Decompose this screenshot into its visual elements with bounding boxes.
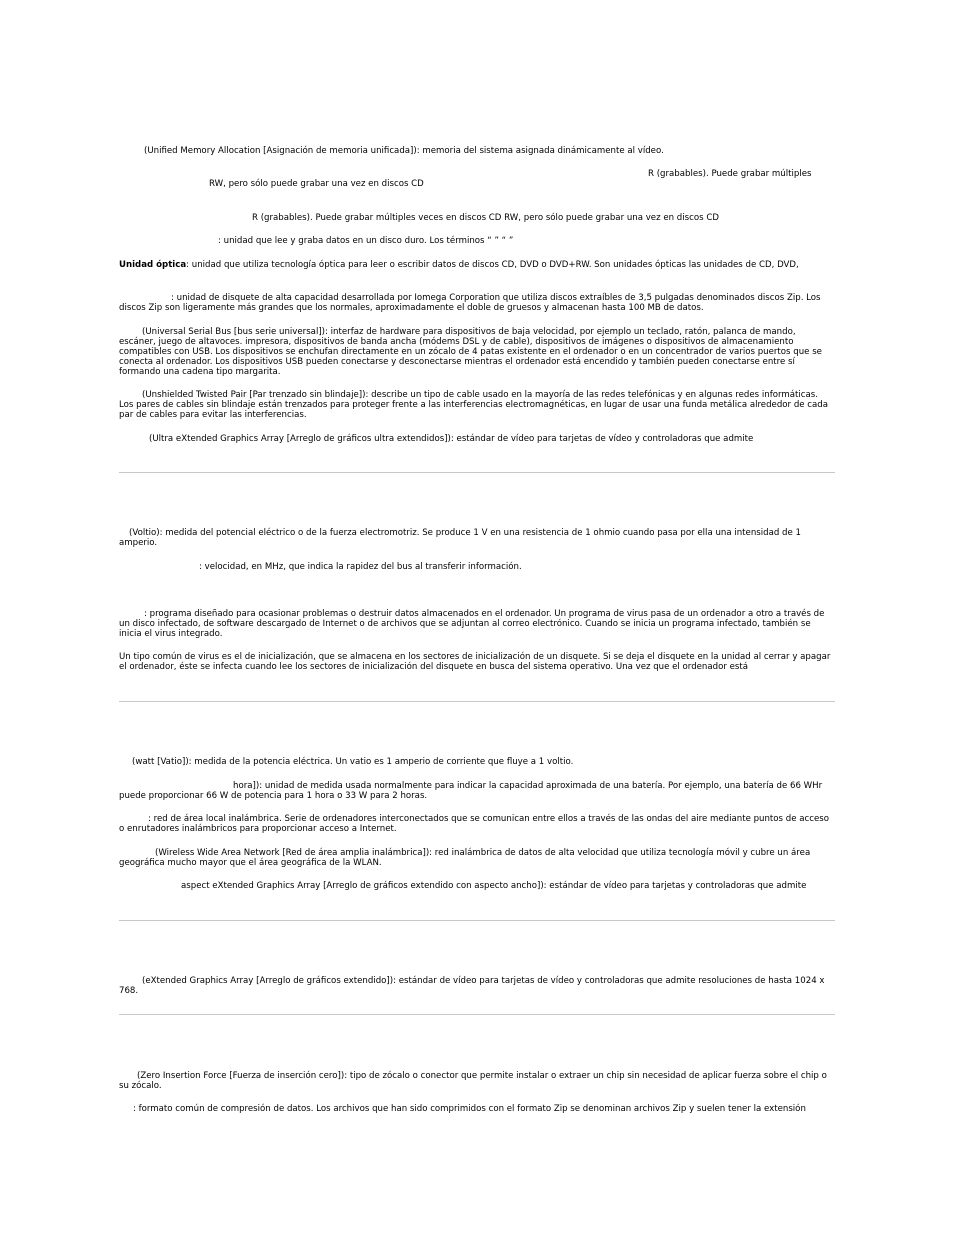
section-divider	[119, 701, 835, 702]
entry-xga: (eXtended Graphics Array [Arreglo de gráficos extendido]): estándar de vídeo para tarjetas de vídeo y controladoras que admite resoluciones de hasta 1024 x 768.	[119, 976, 825, 996]
entry-watt: (watt [Vatio]): medida de la potencia eléctrica. Un vatio es 1 amperio de corriente que fluye a 1 voltio.	[132, 757, 574, 767]
entry-boot-virus: Un tipo común de virus es el de inicialización, que se almacena en los sectores de inicialización de un disquete. Si se deja el disquete en la unidad al cerrar y apagar el ordenador, éste se infecta cuando lee los sectores de inicialización del disquete en busca del sistema operativo. Una vez que el ordenador está	[119, 652, 831, 672]
entry-cd-r-part2: RW, pero sólo puede grabar una vez en discos CD	[209, 179, 424, 189]
entry-bus-speed: : velocidad, en MHz, que indica la rapidez del bus al transferir información.	[199, 562, 522, 572]
term-optical-drive: Unidad óptica	[119, 260, 187, 270]
entry-wlan: : red de área local inalámbrica. Serie de ordenadores interconectados que se comunican entre ellos a través de las ondas del aire mediante puntos de acceso o enrutadores inalámbricos para proporcionar acceso a Internet.	[119, 814, 829, 834]
entry-usb: (Universal Serial Bus [bus serie universal]): interfaz de hardware para dispositivos de baja velocidad, por ejemplo un teclado, ratón, palanca de mando, escáner, juego de altavoces. impresora, dispositivos de banda ancha (módems DSL y de cable), dispositivos de imágenes o dispositivos de almacenamiento compatibles con USB. Los dispositivos se enchufan directamente en un zócalo de 4 patas existente en el ordenador o en un concentrador de varios puertos que se conecta al ordenador. Los dispositivos USB pueden conectarse y desconectarse mientras el ordenador está encendido y también pueden conectarse entre sí formando una cadena tipo margarita.	[119, 327, 822, 377]
entry-zip: : formato común de compresión de datos. Los archivos que han sido comprimidos con el formato Zip se denominan archivos Zip y suelen tener la extensión	[133, 1104, 806, 1114]
entry-dvd-r: R (grabables). Puede grabar múltiples veces en discos CD RW, pero sólo puede grabar una vez en discos CD	[252, 213, 719, 223]
section-divider	[119, 472, 835, 473]
entry-zif: (Zero Insertion Force [Fuerza de inserción cero]): tipo de zócalo o conector que permite instalar o extraer un chip sin necesidad de aplicar fuerza sobre el chip o su zócalo.	[119, 1071, 827, 1091]
entry-watt-hour: hora]): unidad de medida usada normalmente para indicar la capacidad aproximada de una batería. Por ejemplo, una batería de 66 WHr puede proporcionar 66 W de potencia para 1 hora o 33 W para 2 horas.	[119, 781, 823, 801]
definition-optical-drive: : unidad que utiliza tecnología óptica para leer o escribir datos de discos CD, DVD o DVD+RW. Son unidades ópticas las unidades de CD, DVD,	[186, 260, 799, 270]
entry-volt: (Voltio): medida del potencial eléctrico o de la fuerza electromotriz. Se produce 1 V en una resistencia de 1 ohmio cuando pasa por ella una intensidad de 1 amperio.	[119, 528, 801, 548]
entry-cd-r-part1: R (grabables). Puede grabar múltiples	[648, 169, 812, 179]
entry-virus: : programa diseñado para ocasionar problemas o destruir datos almacenados en el ordenador. Un programa de virus pasa de un ordenador a otro a través de un disco infectado, de software descargado de Internet o de archivos que se adjuntan al correo electrónico. Cuando se inicia un programa infectado, también se inicia el virus integrado.	[119, 609, 825, 639]
entry-utp: (Unshielded Twisted Pair [Par trenzado sin blindaje]): describe un tipo de cable usado en la mayoría de las redes telefónicas y en algunas redes informáticas. Los pares de cables sin blindaje están trenzados para proteger frente a las interferencias electromagnéticas, en lugar de usar una funda metálica alrededor de cada par de cables para evitar las interferencias.	[119, 390, 829, 420]
entry-wxga: aspect eXtended Graphics Array [Arreglo de gráficos extendido con aspecto ancho]): estándar de vídeo para tarjetas y controladoras que admite	[181, 881, 807, 891]
entry-zip-drive: : unidad de disquete de alta capacidad desarrollada por Iomega Corporation que utiliza discos extraíbles de 3,5 pulgadas denominados discos Zip. Los discos Zip son ligeramente más grandes que los normales, aproximadamente el doble de gruesos y almacenan hasta 100 MB de datos.	[119, 293, 821, 313]
entry-uma: (Unified Memory Allocation [Asignación de memoria unificada]): memoria del sistema asignada dinámicamente al vídeo.	[144, 146, 664, 156]
section-divider	[119, 1014, 835, 1015]
entry-hard-drive: : unidad que lee y graba datos en un disco duro. Los términos “ ” “ ”	[218, 236, 514, 246]
entry-uxga: (Ultra eXtended Graphics Array [Arreglo de gráficos ultra extendidos]): estándar de vídeo para tarjetas de vídeo y controladoras que admite	[149, 434, 754, 444]
entry-wwan: (Wireless Wide Area Network [Red de área amplia inalámbrica]): red inalámbrica de datos de alta velocidad que utiliza tecnología móvil y cubre un área geográfica mucho mayor que el área geográfica de la WLAN.	[119, 848, 811, 868]
section-divider	[119, 920, 835, 921]
entry-optical-drive	[119, 260, 831, 270]
